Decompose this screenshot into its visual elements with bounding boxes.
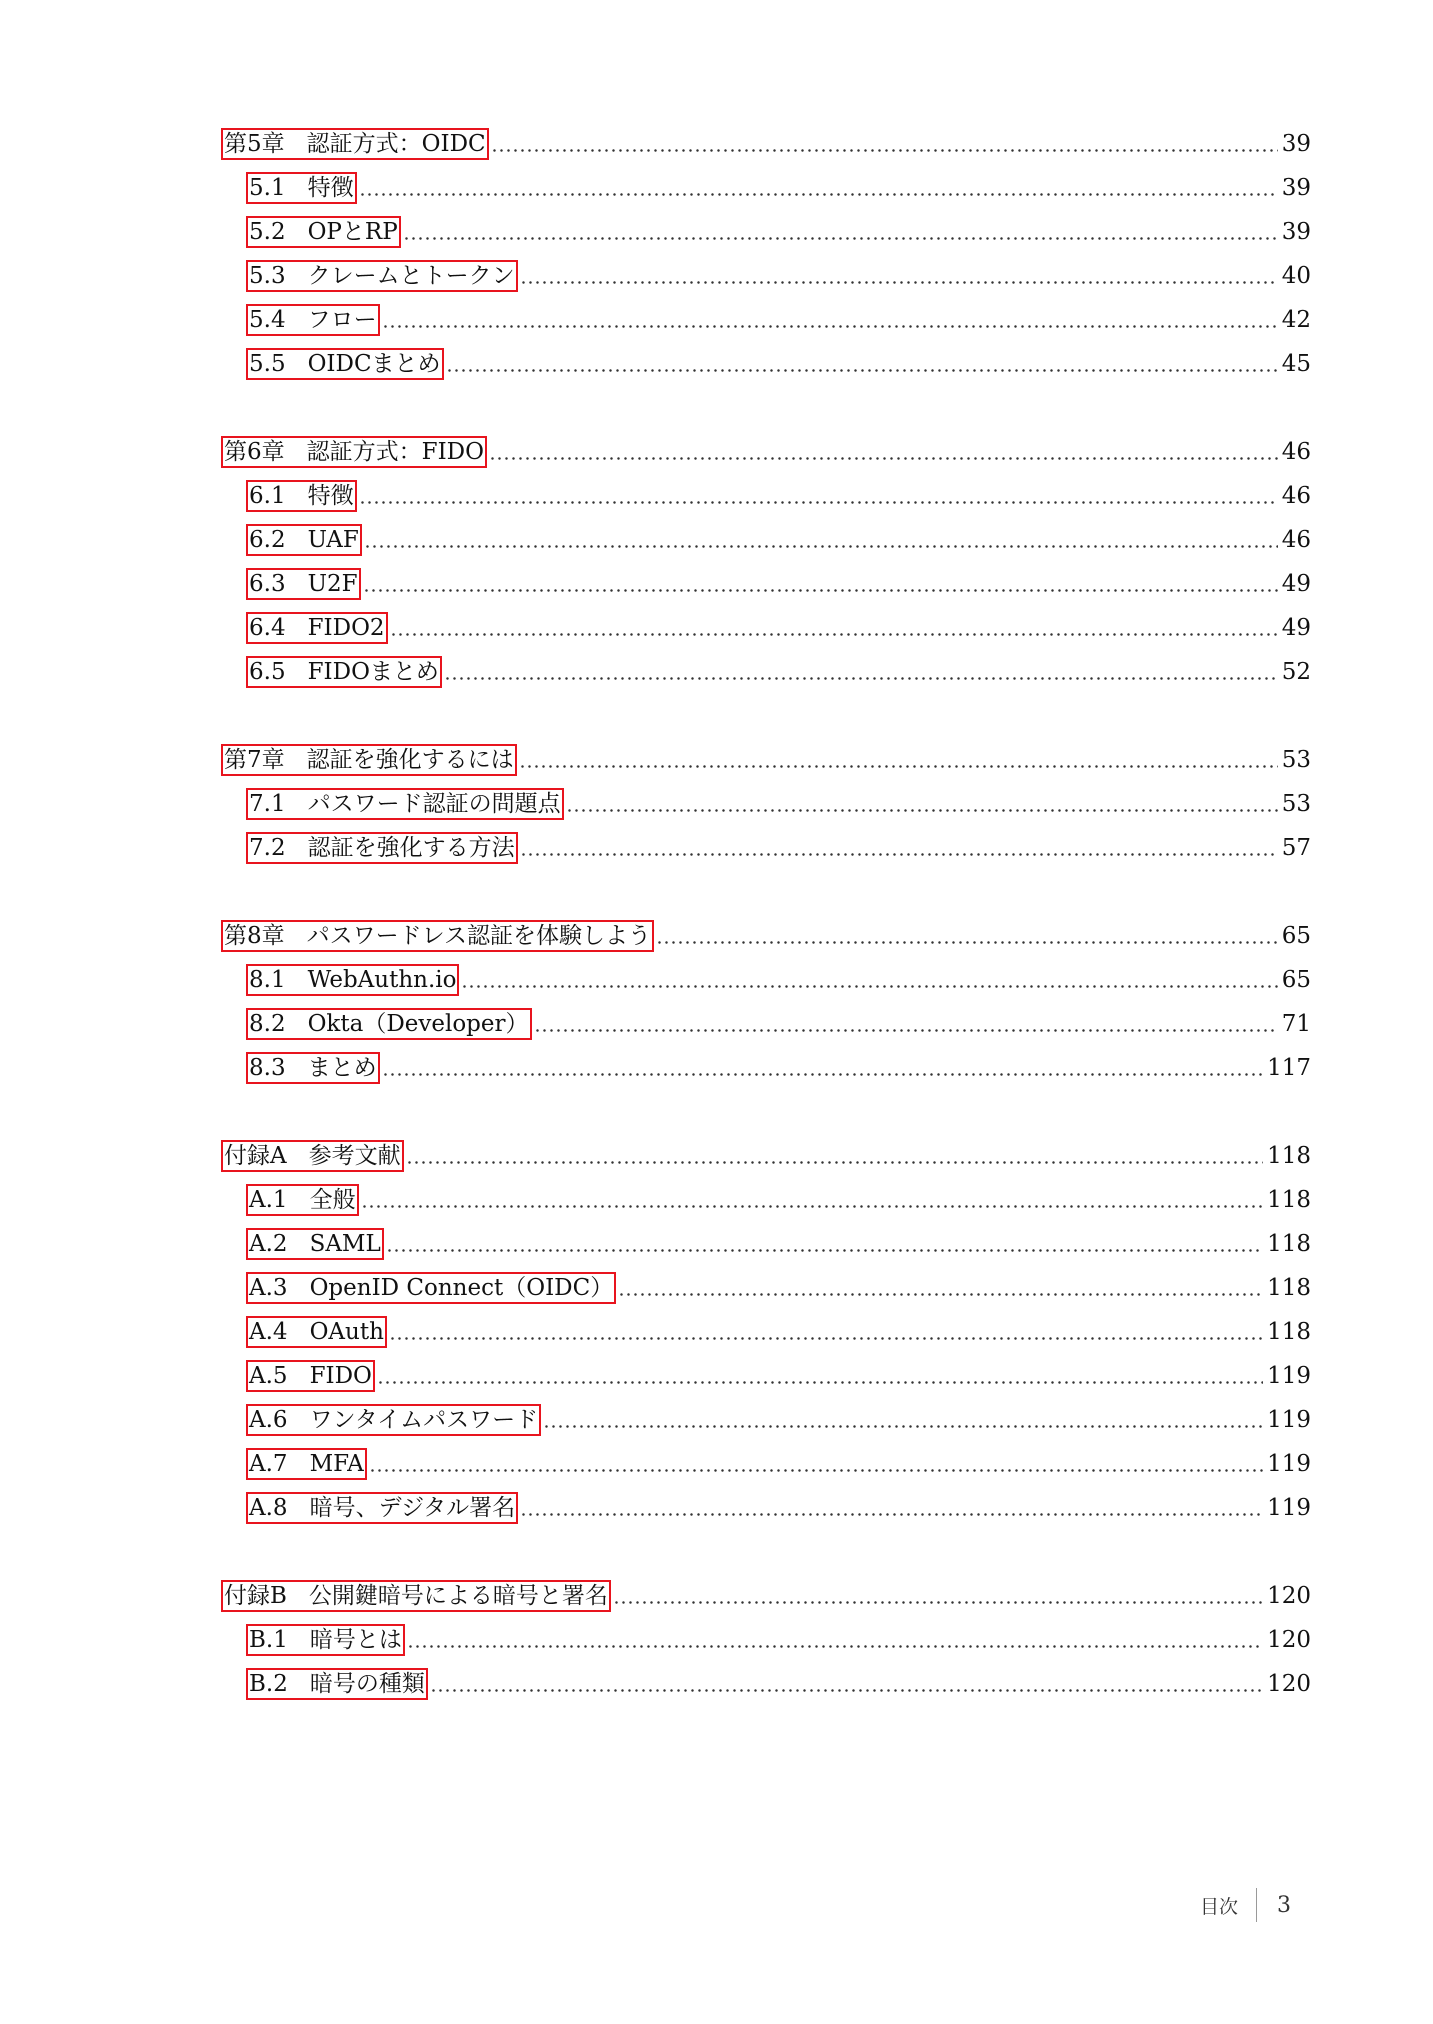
toc-dot-leader (520, 262, 1278, 290)
toc-entry-number: 6.4 (249, 615, 286, 641)
toc-entry-title: U2F (307, 571, 358, 597)
footer-divider (1256, 1888, 1257, 1922)
toc-section-entry[interactable] (0, 466, 1311, 510)
toc-entry-number: B.2 (249, 1671, 288, 1697)
toc-entry-link[interactable] (248, 834, 516, 862)
toc-section-entry[interactable] (0, 290, 1311, 334)
toc-entry-number: 付録A (224, 1143, 287, 1169)
toc-entry-title: 公開鍵暗号による暗号と署名 (308, 1583, 608, 1609)
toc-entry-title: OIDCまとめ (307, 351, 441, 377)
toc-entry-link[interactable] (248, 1230, 382, 1258)
toc-section-entry[interactable] (0, 510, 1311, 554)
toc-dot-leader (534, 1010, 1278, 1038)
toc-entry-link[interactable] (248, 1670, 426, 1698)
toc-entry-link[interactable] (248, 350, 442, 378)
toc-section-entry[interactable] (0, 598, 1311, 642)
toc-entry-title: まとめ (307, 1055, 377, 1081)
toc-entry-number: 5.5 (249, 351, 286, 377)
toc-page-number: 49 (1281, 571, 1311, 597)
toc-entry-link[interactable] (248, 1362, 373, 1390)
toc-section-entry[interactable] (0, 994, 1311, 1038)
toc-entry-number: 第8章 (224, 923, 285, 949)
toc-dot-leader (403, 218, 1278, 246)
toc-entry-link[interactable] (248, 1010, 530, 1038)
toc-section-entry[interactable] (0, 1434, 1311, 1478)
toc-page-number: 118 (1267, 1143, 1311, 1169)
toc-entry-title: WebAuthn.io (307, 967, 457, 993)
toc-entry-title: FIDO (309, 1363, 372, 1389)
toc-section-entry[interactable] (0, 1214, 1311, 1258)
toc-entry-number: A.8 (249, 1495, 288, 1521)
toc-entry-link[interactable] (223, 922, 652, 950)
toc-section-entry[interactable] (0, 950, 1311, 994)
toc-section-entry[interactable] (0, 1170, 1311, 1214)
toc-page-number: 49 (1281, 615, 1311, 641)
toc-section-entry[interactable] (0, 246, 1311, 290)
toc-dot-leader (566, 790, 1278, 818)
toc-dot-leader (618, 1274, 1263, 1302)
toc-entry-title: FIDO2 (307, 615, 385, 641)
toc-entry-number: 第5章 (224, 131, 285, 157)
toc-entry-link[interactable] (248, 1318, 385, 1346)
toc-entry-number: A.2 (249, 1231, 288, 1257)
toc-page-number: 118 (1267, 1231, 1311, 1257)
toc-entry-number: 7.1 (249, 791, 286, 817)
toc-entry-link[interactable] (248, 1274, 614, 1302)
toc-dot-leader (446, 350, 1278, 378)
toc-entry-title: MFA (309, 1451, 364, 1477)
toc-section-entry[interactable] (0, 1038, 1311, 1082)
toc-entry-number: 第6章 (224, 439, 285, 465)
toc-page-number: 119 (1267, 1495, 1311, 1521)
toc-dot-leader (520, 1494, 1263, 1522)
page-footer (1200, 1888, 1291, 1922)
toc-entry-title: 認証を強化する方法 (307, 835, 515, 861)
toc-entry-link[interactable] (248, 614, 386, 642)
toc-entry-number: 6.5 (249, 659, 286, 685)
toc-entry-title: クレームとトークン (307, 263, 515, 289)
toc-entry-title: 暗号、デジタル署名 (309, 1495, 516, 1521)
toc-section-entry[interactable] (0, 158, 1311, 202)
toc-section-entry[interactable] (0, 774, 1311, 818)
toc-dot-leader (382, 1054, 1264, 1082)
toc-entry-link[interactable] (248, 658, 440, 686)
toc-page-number: 120 (1267, 1583, 1311, 1609)
toc-chapter-entry[interactable] (0, 1126, 1311, 1170)
toc-entry-title: OAuth (309, 1319, 384, 1345)
toc-entry-link[interactable] (248, 262, 516, 290)
toc-entry-link[interactable] (223, 438, 485, 466)
toc-entry-link[interactable] (248, 966, 457, 994)
toc-page-number: 40 (1281, 263, 1311, 289)
toc-section-entry[interactable] (0, 642, 1311, 686)
toc-chapter-entry[interactable] (0, 114, 1311, 158)
toc-entry-title: Okta（Developer） (307, 1011, 529, 1037)
toc-dot-leader (386, 1230, 1263, 1258)
toc-section-entry[interactable] (0, 554, 1311, 598)
toc-entry-link[interactable] (223, 130, 487, 158)
toc-entry-number: 5.4 (249, 307, 286, 333)
toc-dot-leader (363, 570, 1278, 598)
toc-page-number: 119 (1267, 1363, 1311, 1389)
toc-section-entry[interactable] (0, 1302, 1311, 1346)
toc-entry-number: 5.2 (249, 219, 286, 245)
toc-chapter-entry[interactable] (0, 1566, 1311, 1610)
toc-entry-number: 8.2 (249, 1011, 286, 1037)
toc-entry-number: B.1 (249, 1627, 288, 1653)
toc-entry-link[interactable] (248, 174, 355, 202)
toc-dot-leader (382, 306, 1278, 334)
toc-entry-link[interactable] (248, 218, 399, 246)
toc-entry-link[interactable] (223, 746, 515, 774)
toc-entry-title: 認証方式：OIDC (306, 131, 486, 157)
toc-dot-leader (369, 1450, 1263, 1478)
toc-entry-title: FIDOまとめ (307, 659, 439, 685)
toc-entry-link[interactable] (248, 1186, 357, 1214)
toc-page-number: 46 (1281, 439, 1311, 465)
toc-entry-number: 6.3 (249, 571, 286, 597)
toc-dot-leader (613, 1582, 1263, 1610)
toc-page-number: 53 (1281, 791, 1311, 817)
toc-section-entry[interactable] (0, 1258, 1311, 1302)
toc-dot-leader (519, 746, 1278, 774)
toc-entry-title: パスワードレス認証を体験しよう (306, 923, 651, 949)
toc-entry-number: A.4 (249, 1319, 288, 1345)
toc-entry-link[interactable] (248, 1450, 365, 1478)
toc-page-number: 118 (1267, 1187, 1311, 1213)
toc-dot-leader (390, 614, 1278, 642)
toc-entry-number: A.6 (249, 1407, 288, 1433)
toc-page-number: 39 (1281, 175, 1311, 201)
toc-entry-number: A.5 (249, 1363, 288, 1389)
toc-entry-number: 5.1 (249, 175, 286, 201)
toc-entry-title: ワンタイムパスワード (309, 1407, 539, 1433)
toc-page-number: 117 (1267, 1055, 1311, 1081)
toc-entry-number: 8.1 (249, 967, 286, 993)
toc-dot-leader (377, 1362, 1263, 1390)
toc-dot-leader (656, 922, 1278, 950)
toc-page-number: 39 (1281, 219, 1311, 245)
toc-page-number: 120 (1267, 1627, 1311, 1653)
toc-entry-link[interactable] (248, 790, 562, 818)
toc-page-number: 42 (1281, 307, 1311, 333)
toc-dot-leader (361, 1186, 1264, 1214)
toc-dot-leader (520, 834, 1278, 862)
toc-dot-leader (489, 438, 1278, 466)
toc-entry-number: 付録B (224, 1583, 287, 1609)
toc-page-number: 57 (1281, 835, 1311, 861)
toc-entry-number: 第7章 (224, 747, 285, 773)
toc-page-number: 65 (1281, 923, 1311, 949)
toc-dot-leader (543, 1406, 1263, 1434)
toc-entry-link[interactable] (248, 306, 378, 334)
toc-entry-title: 暗号の種類 (309, 1671, 425, 1697)
toc-section-entry[interactable] (0, 1610, 1311, 1654)
toc-entry-title: パスワード認証の問題点 (307, 791, 561, 817)
toc-section-entry[interactable] (0, 818, 1311, 862)
toc-entry-number: 7.2 (249, 835, 286, 861)
toc-entry-number: A.1 (249, 1187, 288, 1213)
toc-entry-link[interactable] (248, 1494, 516, 1522)
toc-dot-leader (444, 658, 1278, 686)
toc-entry-title: OpenID Connect（OIDC） (309, 1275, 614, 1301)
toc-entry-number: 6.1 (249, 483, 286, 509)
toc-chapter-entry[interactable] (0, 906, 1311, 950)
toc-section-entry[interactable] (0, 1478, 1311, 1522)
toc-entry-link[interactable] (248, 1054, 378, 1082)
toc-entry-title: OPとRP (307, 219, 398, 245)
footer-page-number: 3 (1277, 1892, 1292, 1918)
toc-chapter-entry[interactable] (0, 730, 1311, 774)
toc-page-number: 65 (1281, 967, 1311, 993)
toc-section-entry[interactable] (0, 1654, 1311, 1698)
toc-dot-leader (359, 482, 1278, 510)
toc-page-number: 39 (1281, 131, 1311, 157)
toc-dot-leader (461, 966, 1277, 994)
toc-page-number: 118 (1267, 1319, 1311, 1345)
toc-entry-link[interactable] (248, 1406, 539, 1434)
toc-dot-leader (364, 526, 1278, 554)
toc-page-number: 120 (1267, 1671, 1311, 1697)
toc-entry-link[interactable] (248, 526, 360, 554)
toc-section-entry[interactable] (0, 334, 1311, 378)
toc-section-entry[interactable] (0, 1346, 1311, 1390)
toc-page-number: 46 (1281, 483, 1311, 509)
toc-section-entry[interactable] (0, 1390, 1311, 1434)
toc-entry-title: SAML (309, 1231, 381, 1257)
toc-page-number: 118 (1267, 1275, 1311, 1301)
toc-entry-title: 暗号とは (309, 1627, 402, 1653)
toc-page-number: 53 (1281, 747, 1311, 773)
toc-dot-leader (407, 1626, 1263, 1654)
toc-entry-number: A.3 (249, 1275, 288, 1301)
toc-entry-title: UAF (307, 527, 359, 553)
toc-page-number: 46 (1281, 527, 1311, 553)
toc-page-number: 52 (1281, 659, 1311, 685)
toc-entry-title: 特徴 (307, 175, 354, 201)
toc-page-number: 71 (1281, 1011, 1311, 1037)
toc-chapter-entry[interactable] (0, 422, 1311, 466)
toc-dot-leader (491, 130, 1278, 158)
toc-page-number: 119 (1267, 1451, 1311, 1477)
toc-entry-number: 8.3 (249, 1055, 286, 1081)
toc-entry-title: 認証方式：FIDO (306, 439, 484, 465)
toc-entry-number: A.7 (249, 1451, 288, 1477)
toc-entry-link[interactable] (223, 1142, 402, 1170)
toc-dot-leader (389, 1318, 1263, 1346)
toc-entry-title: フロー (307, 307, 377, 333)
toc-page-number: 45 (1281, 351, 1311, 377)
toc-entry-number: 6.2 (249, 527, 286, 553)
toc-entry-title: 特徴 (307, 483, 354, 509)
toc-entry-title: 認証を強化するには (306, 747, 514, 773)
toc-entry-link[interactable] (223, 1582, 609, 1610)
toc-entry-title: 全般 (309, 1187, 356, 1213)
toc-entry-title: 参考文献 (308, 1143, 401, 1169)
toc-dot-leader (359, 174, 1278, 202)
toc-entry-number: 5.3 (249, 263, 286, 289)
table-of-contents (0, 114, 1433, 1698)
toc-dot-leader (430, 1670, 1263, 1698)
toc-section-entry[interactable] (0, 202, 1311, 246)
toc-page-number: 119 (1267, 1407, 1311, 1433)
footer-section-label: 目次 (1200, 1895, 1239, 1918)
toc-dot-leader (406, 1142, 1263, 1170)
toc-entry-link[interactable] (248, 570, 359, 598)
toc-entry-link[interactable] (248, 482, 355, 510)
toc-entry-link[interactable] (248, 1626, 403, 1654)
